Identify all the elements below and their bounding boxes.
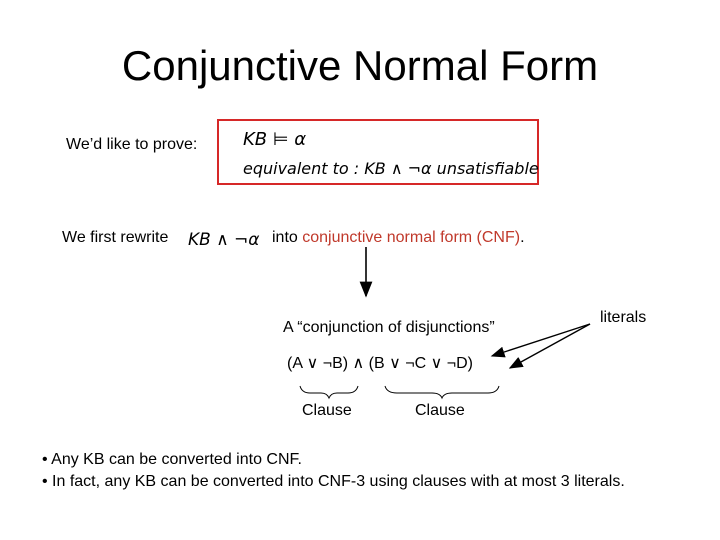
equivalence-prefix: equivalent to : (243, 159, 365, 178)
clause-label-2: Clause (415, 402, 465, 419)
conjunction-label: A “conjunction of disjunctions” (283, 319, 495, 336)
cnf-expression: (A ∨ ¬B) ∧ (B ∨ ¬C ∨ ¬D) (287, 355, 473, 372)
literals-label: literals (600, 309, 647, 326)
bullet-2: • In fact, any KB can be converted into CNF-3 using clauses with at most 3 literals. (42, 473, 625, 490)
rewrite-prefix: We first rewrite (62, 229, 169, 246)
entailment-formula: KB ⊨ α (243, 129, 307, 150)
clause-brace-2 (385, 386, 499, 398)
prove-label: We’d like to prove: (66, 136, 198, 153)
equivalence-suffix: unsatisfiable (431, 159, 539, 178)
rewrite-period: . (520, 229, 525, 246)
bullet-1: • Any KB can be converted into CNF. (42, 451, 302, 468)
clause-brace-1 (300, 386, 358, 398)
rewrite-into: into (272, 229, 303, 246)
clause-label-1: Clause (302, 402, 352, 419)
cnf-term: conjunctive normal form (CNF) (302, 229, 521, 246)
slide-title: Conjunctive Normal Form (121, 42, 599, 89)
equivalence-formula: KB ∧ ¬α (364, 159, 432, 178)
rewrite-formula: KB ∧ ¬α (188, 230, 260, 250)
